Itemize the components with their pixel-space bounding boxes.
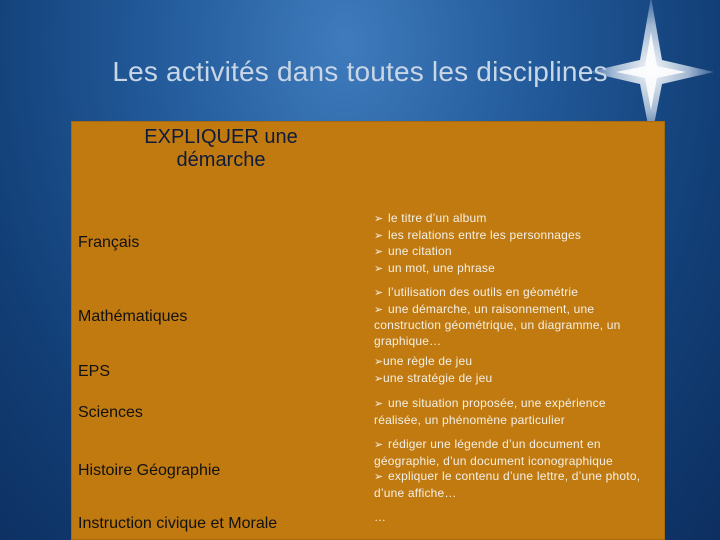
panel-heading-line-2: démarche	[176, 149, 266, 171]
description-line: ➢ l’utilisation des outils en géométrie	[374, 285, 660, 302]
subject-label-francais: Français	[78, 234, 140, 251]
description-line: réalisée, un phénomène particulier	[374, 412, 565, 427]
arrow-bullet-icon: ➢	[374, 303, 384, 316]
content-panel	[71, 121, 665, 540]
arrow-bullet-icon: ➢	[374, 262, 384, 275]
subject-description-sciences	[374, 396, 660, 428]
arrow-bullet-icon: ➢	[374, 471, 384, 483]
description-line: …	[374, 510, 387, 524]
arrow-bullet-icon: ➢	[374, 356, 384, 368]
description-line: ➢ une situation proposée, une expérience	[374, 396, 660, 413]
subject-description-mathematiques	[374, 285, 660, 349]
subject-description-eps	[374, 354, 660, 387]
subject-label-sciences: Sciences	[78, 404, 143, 421]
arrow-bullet-icon: ➢	[374, 398, 384, 410]
arrow-bullet-icon: ➢	[374, 213, 384, 225]
description-line: ➢ rédiger une légende d’un document en	[374, 437, 660, 454]
arrow-bullet-icon: ➢	[374, 246, 384, 258]
subject-label-eps: EPS	[78, 363, 111, 380]
arrow-bullet-icon: ➢	[374, 372, 384, 385]
description-line: graphique…	[374, 333, 442, 348]
slide-title: Les activités dans toutes les disciplines	[112, 56, 608, 87]
arrow-bullet-icon: ➢	[374, 229, 384, 242]
description-line: ➢ une citation	[374, 244, 660, 261]
arrow-bullet-icon: ➢	[374, 287, 384, 299]
description-line: ➢une stratégie de jeu	[374, 371, 660, 388]
description-line: ➢ expliquer le contenu d’une lettre, d’une photo,	[374, 469, 660, 486]
subject-label-histoire-geographie: Histoire Géographie	[78, 462, 221, 479]
panel-heading	[72, 126, 370, 172]
subject-description-histoire-geographie	[374, 437, 660, 501]
subject-description-instruction-civique	[374, 510, 660, 526]
description-line: construction géométrique, un diagramme, un	[374, 318, 621, 332]
description-line: ➢ les relations entre les personnages	[374, 228, 660, 245]
arrow-bullet-icon: ➢	[374, 439, 384, 451]
description-line: géographie, d’un document iconographique	[374, 453, 613, 468]
description-line: ➢ le titre d’un album	[374, 211, 660, 228]
subject-description-francais	[374, 211, 660, 277]
panel-heading-line-1: EXPLIQUER une	[144, 126, 298, 148]
description-line: d’une affiche…	[374, 485, 457, 500]
subject-label-mathematiques: Mathématiques	[78, 308, 188, 325]
subject-label-instruction-civique: Instruction civique et Morale	[78, 515, 278, 532]
description-line: ➢une règle de jeu	[374, 354, 660, 371]
description-line: ➢ un mot, une phrase	[374, 261, 660, 278]
description-line: ➢ une démarche, un raisonnement, une	[374, 302, 660, 319]
